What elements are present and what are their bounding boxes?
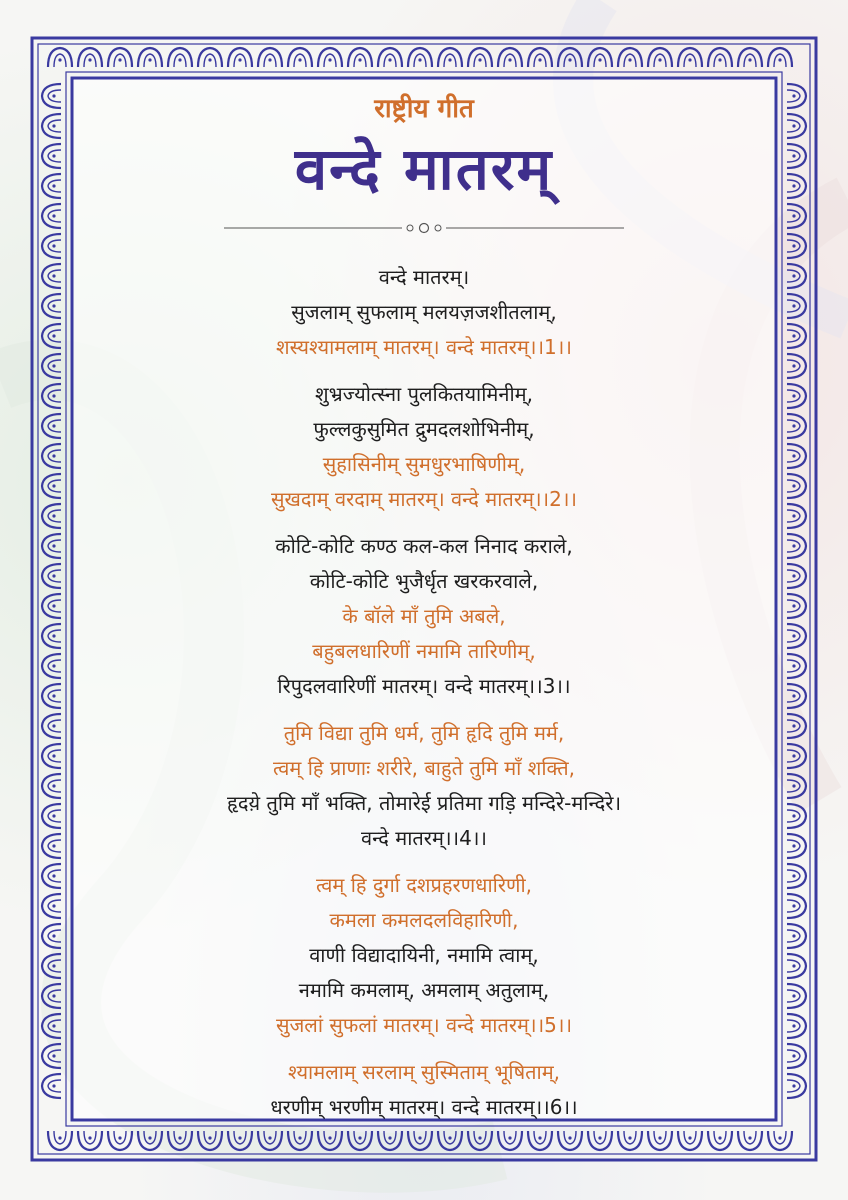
border-motif — [42, 144, 61, 168]
border-motif — [787, 684, 806, 708]
border-motif — [42, 474, 61, 498]
border-motif — [558, 48, 582, 67]
border-motif — [168, 48, 192, 67]
border-motif — [787, 894, 806, 918]
verse-line: सुहासिनीम् सुमधुरभाषिणीम्, — [322, 452, 526, 476]
verse-line: त्वम् हि दुर्गा दशप्रहरणधारिणी, — [315, 873, 532, 897]
border-motif — [78, 48, 102, 67]
page-subtitle: राष्ट्रीय गीत — [374, 94, 474, 124]
border-motif — [42, 354, 61, 378]
border-motif — [787, 564, 806, 588]
border-motif — [48, 1131, 72, 1150]
border-motif — [648, 48, 672, 67]
border-motif — [42, 114, 61, 138]
border-motif — [528, 48, 552, 67]
verse-line: रिपुदलवारिणीं मातरम्। वन्दे मातरम्।।3।। — [277, 674, 571, 698]
border-motif — [42, 684, 61, 708]
border-motif — [787, 114, 806, 138]
title-divider — [224, 220, 624, 234]
verse-line: नमामि कमलाम्, अमलाम् अतुलाम्, — [298, 978, 550, 1002]
border-motif — [787, 924, 806, 948]
verse-line: कमला कमलदलविहारिणी, — [329, 908, 519, 932]
verse-line: वन्दे मातरम्।।4।। — [360, 826, 487, 850]
border-motif — [42, 654, 61, 678]
verse-line: सुजलाम् सुफलाम् मलयज़जशीतलाम्, — [291, 300, 557, 324]
verse-line: फुल्लकुसुमित द्रुमदलशोभिनीम्, — [313, 417, 535, 441]
border-motif — [318, 48, 342, 67]
border-motif — [588, 48, 612, 67]
border-motif — [228, 48, 252, 67]
border-motif — [42, 744, 61, 768]
verse-line: कोटि-कोटि कण्ठ कल-कल निनाद कराले, — [275, 534, 573, 558]
stanza-2 — [100, 377, 748, 517]
border-motif — [438, 48, 462, 67]
border-motif — [42, 384, 61, 408]
border-motif — [42, 1044, 61, 1068]
border-motif — [787, 1044, 806, 1068]
border-motif — [198, 48, 222, 67]
verse-line: वाणी विद्यादायिनी, नमामि त्वाम्, — [309, 943, 539, 967]
border-motif — [787, 384, 806, 408]
page-title: वन्दे मातरम् — [294, 135, 554, 203]
border-motif — [348, 48, 372, 67]
border-motif — [42, 294, 61, 318]
border-motif — [468, 48, 492, 67]
border-motif — [787, 594, 806, 618]
verse-line: शुभ्रज्योत्स्ना पुलकितयामिनीम्, — [315, 382, 533, 406]
border-motif — [787, 414, 806, 438]
border-motif — [498, 48, 522, 67]
stanza-4 — [100, 716, 748, 856]
anthem-card — [100, 92, 748, 1137]
border-motif — [42, 204, 61, 228]
border-motif — [108, 48, 132, 67]
border-motif — [42, 804, 61, 828]
border-motif — [768, 1131, 792, 1150]
verse-line: कोटि-कोटि भुजैर्धृत खरकरवाले, — [309, 569, 539, 593]
border-motif — [787, 534, 806, 558]
border-motif — [787, 444, 806, 468]
border-motif — [42, 624, 61, 648]
verse-line: सुखदाम् वरदाम् मातरम्। वन्दे मातरम्।।2।। — [270, 487, 578, 511]
border-motif — [78, 1131, 102, 1150]
border-motif — [787, 984, 806, 1008]
border-motif — [42, 414, 61, 438]
border-motif — [787, 834, 806, 858]
stanza-6 — [100, 1055, 748, 1125]
verse-line: बहुबलधारिणीं नमामि तारिणीम्, — [312, 639, 536, 663]
border-motif — [42, 1014, 61, 1038]
verse-line: शस्यश्यामलाम् मातरम्। वन्दे मातरम्।।1।। — [276, 335, 572, 359]
stanza-5 — [100, 868, 748, 1043]
border-motif — [42, 714, 61, 738]
border-motif — [618, 48, 642, 67]
border-motif — [787, 744, 806, 768]
border-motif — [42, 864, 61, 888]
border-motif — [42, 324, 61, 348]
verse-line: त्वम् हि प्राणाः शरीरे, बाहुते तुमि माँ शक्ति, — [273, 756, 575, 780]
border-motif — [42, 444, 61, 468]
border-motif — [42, 504, 61, 528]
border-motif — [42, 834, 61, 858]
border-motif — [42, 774, 61, 798]
border-motif — [42, 84, 61, 108]
border-motif — [48, 48, 72, 67]
border-motif — [787, 174, 806, 198]
border-motif — [787, 354, 806, 378]
border-motif — [288, 48, 312, 67]
verse-line: तुमि विद्या तुमि धर्म, तुमि हृदि तुमि मर्म, — [283, 721, 565, 745]
border-motif — [787, 324, 806, 348]
border-motif — [42, 264, 61, 288]
border-motif — [787, 774, 806, 798]
border-motif — [787, 234, 806, 258]
border-motif — [42, 894, 61, 918]
border-motif — [42, 534, 61, 558]
border-motif — [42, 954, 61, 978]
border-motif — [787, 1014, 806, 1038]
stanza-3 — [100, 529, 748, 704]
verse-line: के बॉले माँ तुमि अबले, — [342, 604, 506, 628]
border-motif — [42, 174, 61, 198]
verse-line: श्यामलाम् सरलाम् सुस्मिताम् भूषिताम्, — [287, 1060, 561, 1084]
border-motif — [42, 234, 61, 258]
border-motif — [42, 924, 61, 948]
border-motif — [408, 48, 432, 67]
border-motif — [378, 48, 402, 67]
border-motif — [787, 144, 806, 168]
border-motif — [738, 48, 762, 67]
verse-line: धरणीम् भरणीम् मातरम्। वन्दे मातरम्।।6।। — [270, 1095, 578, 1119]
border-motif — [787, 624, 806, 648]
border-motif — [787, 1074, 806, 1098]
border-motif — [787, 504, 806, 528]
border-motif — [787, 84, 806, 108]
border-motif — [787, 954, 806, 978]
border-motif — [42, 594, 61, 618]
anthem-verses — [100, 260, 748, 1125]
border-motif — [708, 48, 732, 67]
border-motif — [787, 864, 806, 888]
verse-line: वन्दे मातरम्। — [378, 265, 470, 289]
border-motif — [787, 294, 806, 318]
border-motif — [768, 48, 792, 67]
border-motif — [258, 48, 282, 67]
border-motif — [787, 804, 806, 828]
border-motif — [678, 48, 702, 67]
border-motif — [787, 474, 806, 498]
verse-line: हृदय़े तुमि माँ भक्ति, तोमारेई प्रतिमा गड़ि मन्दिरे-मन्दिरे। — [226, 791, 622, 815]
stanza-1 — [100, 260, 748, 365]
divider-ornament-icon — [224, 221, 624, 235]
border-motif — [138, 48, 162, 67]
border-motif — [42, 1074, 61, 1098]
border-motif — [787, 264, 806, 288]
border-motif — [787, 714, 806, 738]
verse-line: सुजलां सुफलां मातरम्। वन्दे मातरम्।।5।। — [275, 1013, 573, 1037]
border-motif — [787, 654, 806, 678]
border-motif — [42, 564, 61, 588]
border-motif — [787, 204, 806, 228]
border-motif — [42, 984, 61, 1008]
